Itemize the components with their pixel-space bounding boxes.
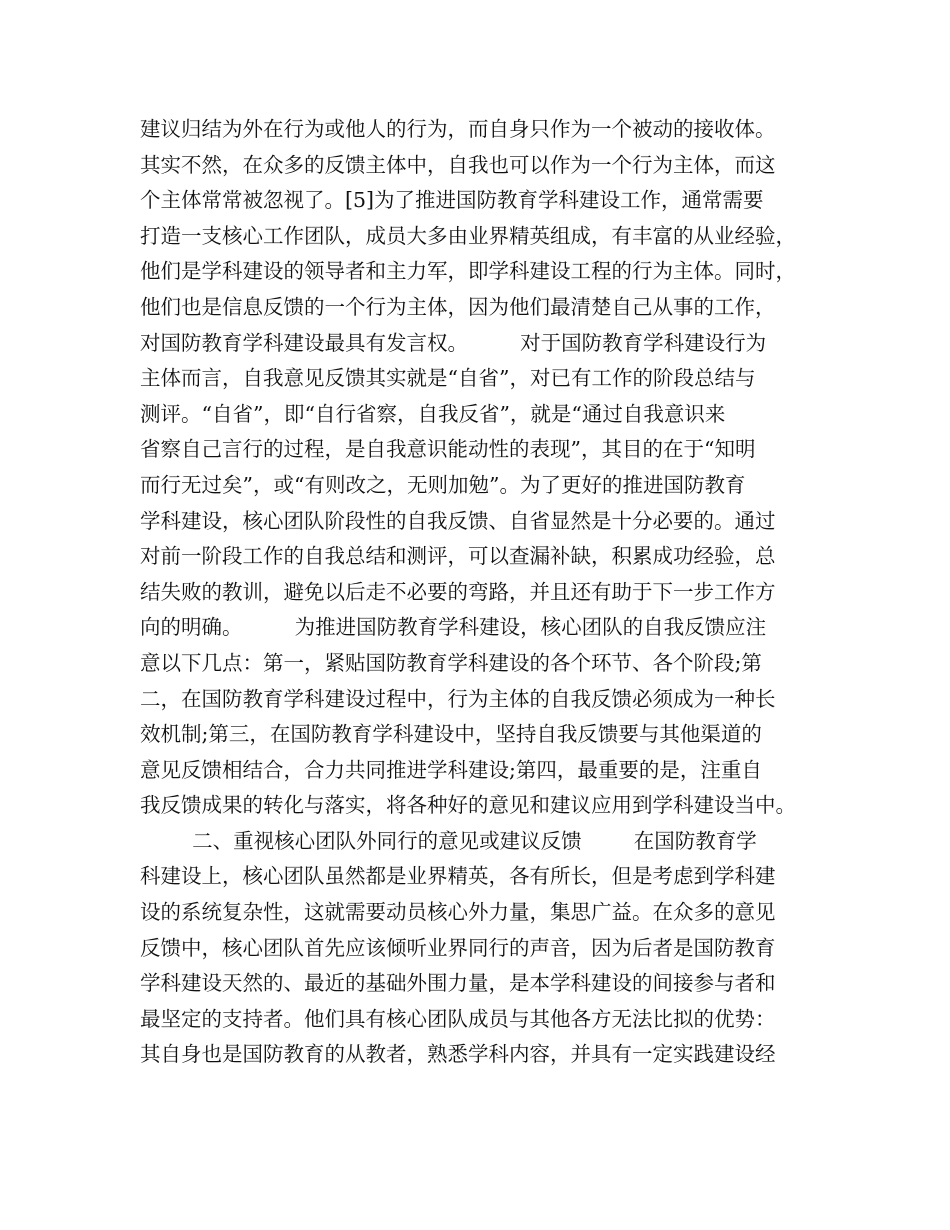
text-line: 其自身也是国防教育的从教者，熟悉学科内容，并具有一定实践建设经 — [140, 1042, 776, 1067]
text-line: 其实不然，在众多的反馈主体中，自我也可以作为一个行为主体，而这 — [140, 152, 776, 177]
text-line: 打造一支核心工作团队，成员大多由业界精英组成，有丰富的从业经验， — [140, 223, 796, 248]
text-line: 设的系统复杂性，这就需要动员核心外力量，集思广益。在众多的意见 — [140, 900, 776, 925]
text-line: 反馈中，核心团队首先应该倾听业界同行的声音，因为后者是国防教育 — [140, 935, 776, 960]
text-line: 建议归结为外在行为或他人的行为，而自身只作为一个被动的接收体。 — [140, 117, 776, 141]
text-line: 我反馈成果的转化与落实，将各种好的意见和建议应用到学科建设当中。 — [140, 793, 796, 818]
text-line: 向的明确。 为推进国防教育学科建设，核心团队的自我反馈应注 — [140, 615, 767, 640]
text-line: 他们也是信息反馈的一个行为主体，因为他们最清楚自己从事的工作， — [140, 294, 776, 319]
text-line: 学科建设天然的、最近的基础外围力量，是本学科建设的间接参与者和 — [140, 971, 776, 996]
text-line: 个主体常常被忽视了。[5]为了推进国防教育学科建设工作，通常需要 — [140, 188, 764, 213]
text-line: 对前一阶段工作的自我总结和测评，可以查漏补缺，积累成功经验，总 — [140, 544, 776, 569]
text-line: 意以下几点：第一，紧贴国防教育学科建设的各个环节、各个阶段;第 — [140, 650, 762, 675]
document-body — [140, 112, 830, 1073]
text-line: 学科建设，核心团队阶段性的自我反馈、自省显然是十分必要的。通过 — [140, 508, 776, 533]
text-line: 他们是学科建设的领导者和主力军，即学科建设工程的行为主体。同时， — [140, 259, 796, 284]
text-line: 对国防教育学科建设最具有发言权。 对于国防教育学科建设行为 — [140, 330, 767, 355]
text-line: 效机制;第三，在国防教育学科建设中，坚持自我反馈要与其他渠道的 — [140, 722, 762, 747]
text-line: 最坚定的支持者。他们具有核心团队成员与其他各方无法比拟的优势： — [140, 1006, 776, 1031]
section-heading-line: 二、重视核心团队外同行的意见或建议反馈 在国防教育学 — [140, 828, 757, 853]
text-line: 结失败的教训，避免以后走不必要的弯路，并且还有助于下一步工作方 — [140, 579, 776, 604]
text-line: 而行无过矣”，或“有则改之，无则加勉”。为了更好的推进国防教育 — [140, 472, 746, 497]
text-line: 省察自己言行的过程，是自我意识能动性的表现”，其目的在于“知明 — [140, 437, 756, 462]
text-line: 意见反馈相结合，合力共同推进学科建设;第四，最重要的是，注重自 — [140, 757, 762, 782]
text-line: 测评。“自省”，即“自行省察，自我反省”，就是“通过自我意识来 — [140, 401, 726, 426]
text-line: 二，在国防教育学科建设过程中，行为主体的自我反馈必须成为一种长 — [140, 686, 776, 711]
text-line: 科建设上，核心团队虽然都是业界精英，各有所长，但是考虑到学科建 — [140, 864, 776, 889]
text-line: 主体而言，自我意见反馈其实就是“自省”，对已有工作的阶段总结与 — [140, 366, 756, 391]
